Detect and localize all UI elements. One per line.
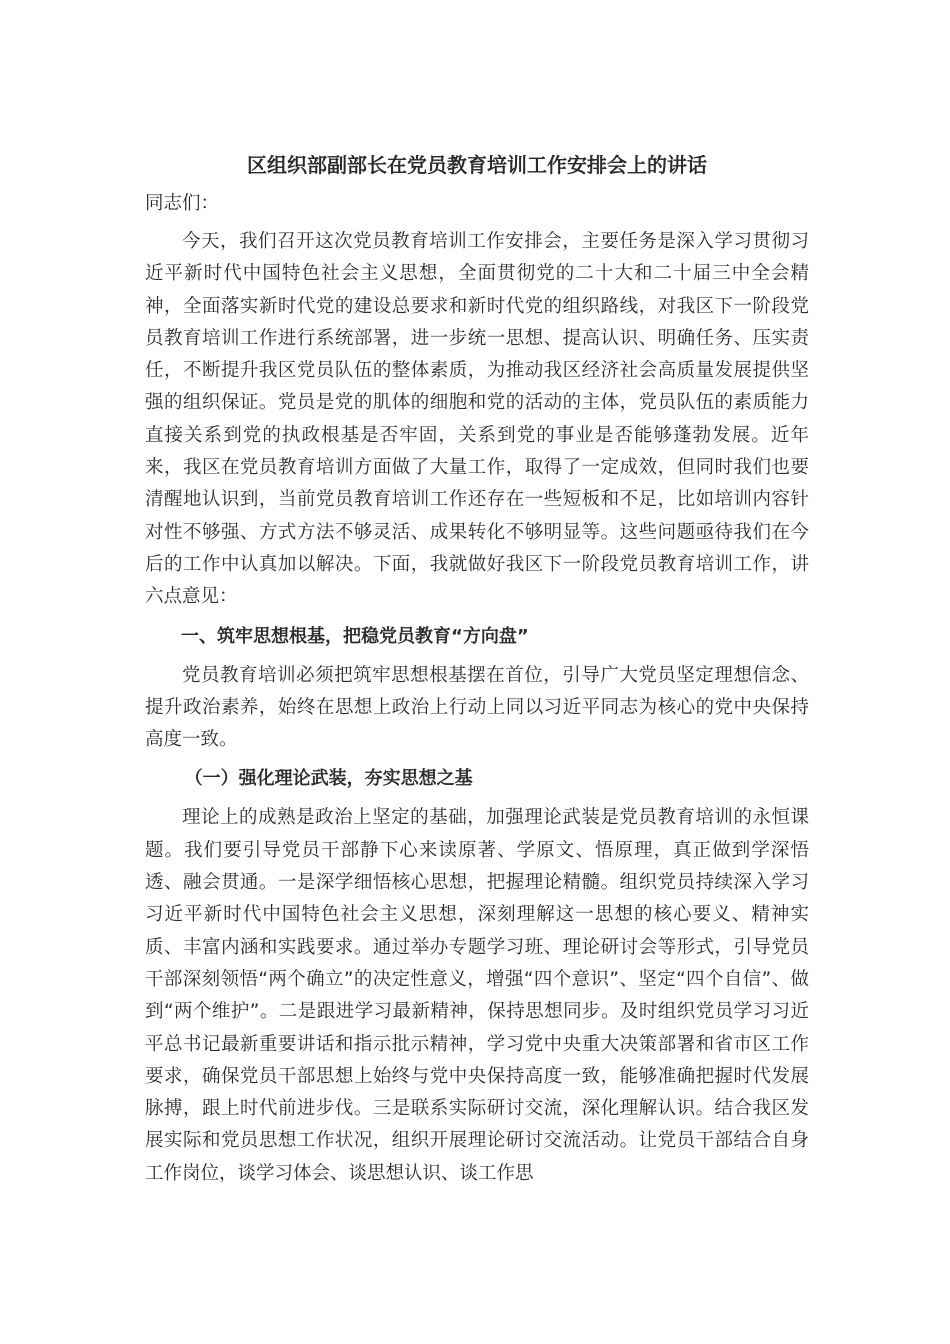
section-paragraph-1: 党员教育培训必须把筑牢思想根基摆在首位，引导广大党员坚定理想信念、提升政治素养，始终在思想上政治上行动上同以习近平同志为核心的党中央保持高度一致。 <box>145 664 809 751</box>
subsection-heading-1: （一）强化理论武装，夯实思想之基 <box>184 768 473 790</box>
salutation: 同志们： <box>145 193 220 214</box>
section-heading-1: 一、筑牢思想根基，把稳党员教育“方向盘” <box>181 625 529 647</box>
subsection-paragraph-1: 理论上的成熟是政治上坚定的基础，加强理论武装是党员教育培训的永恒课题。我们要引导党员干部静下心来读原著、学原文、悟原理，真正做到学深悟透、融会贯通。一是深学细悟核心思想，把握理论精髓。组织党员持续深入学习习近平新时代中国特色社会主义思想，深刻理解这一思想的核心要义、精神实质、丰富内涵和实践要求。通过举办专题学习班、理论研讨会等形式，引导党员干部深刻领悟“两个确立”的决定性意义，增强“四个意识”、坚定“四个自信”、做到“两个维护”。二是跟进学习最新精神，保持思想同步。及时组织党员学习习近平总书记最新重要讲话和指示批示精神，学习党中央重大决策部署和省市区工作要求，确保党员干部思想上始终与党中央保持高度一致，能够准确把握时代发展脉搏，跟上时代前进步伐。三是联系实际研讨交流，深化理解认识。结合我区发展实际和党员思想工作状况，组织开展理论研讨交流活动。让党员干部结合自身工作岗位，谈学习体会、谈思想认识、谈工作思 <box>145 807 809 1184</box>
intro-paragraph: 今天，我们召开这次党员教育培训工作安排会，主要任务是深入学习贯彻习近平新时代中国特色社会主义思想，全面贯彻党的二十大和二十届三中全会精神，全面落实新时代党的建设总要求和新时代党的组织路线，对我区下一阶段党员教育培训工作进行系统部署，进一步统一思想、提高认识、明确任务、压实责任，不断提升我区党员队伍的整体素质，为推动我区经济社会高质量发展提供坚强的组织保证。党员是党的肌体的细胞和党的活动的主体，党员队伍的素质能力直接关系到党的执政根基是否牢固，关系到党的事业是否能够蓬勃发展。近年来，我区在党员教育培训方面做了大量工作，取得了一定成效，但同时我们也要清醒地认识到，当前党员教育培训工作还存在一些短板和不足，比如培训内容针对性不够强、方式方法不够灵活、成果转化不够明显等。这些问题亟待我们在今后的工作中认真加以解决。下面，我就做好我区下一阶段党员教育培训工作，讲六点意见： <box>145 231 809 608</box>
document-title: 区组织部副部长在党员教育培训工作安排会上的讲话 <box>247 153 707 177</box>
document-page <box>145 148 809 1190</box>
